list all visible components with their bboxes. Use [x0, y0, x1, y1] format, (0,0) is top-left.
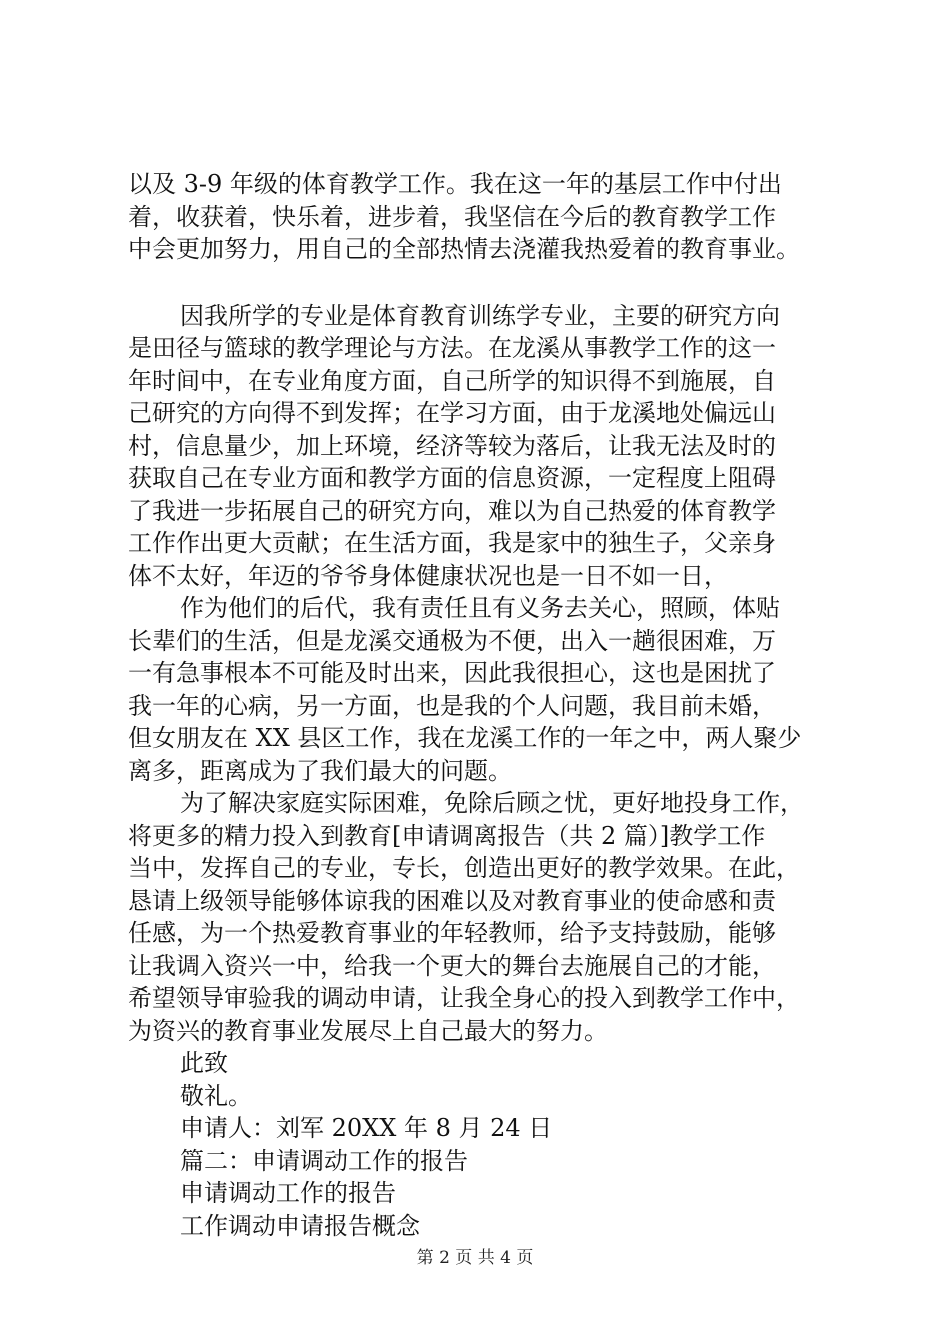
text-line: 了我进一步拓展自己的研究方向，难以为自己热爱的体育教学	[128, 496, 776, 525]
text-line: 恳请上级领导能够体谅我的困难以及对教育事业的使命感和责	[128, 886, 776, 915]
text-line: 但女朋友在 XX 县区工作，我在龙溪工作的一年之中，两人聚少	[128, 724, 802, 752]
text-line: 一有急事根本不可能及时出来，因此我很担心，这也是困扰了	[128, 659, 776, 687]
paragraph-gap	[128, 266, 828, 300]
salutation-line: 此致	[180, 1049, 228, 1077]
text-line: 为资兴的教育事业发展尽上自己最大的努力。	[128, 1016, 608, 1045]
text-line: 以及 3-9 年级的体育教学工作。我在这一年的基层工作中付出	[128, 170, 782, 198]
signature-line: 申请人：刘军 20XX 年 8 月 24 日	[180, 1114, 553, 1142]
text-line: 让我调入资兴一中，给我一个更大的舞台去施展自己的才能，	[128, 951, 776, 980]
text-line: 希望领导审验我的调动申请，让我全身心的投入到教学工作中，	[128, 984, 800, 1012]
text-line: 是田径与篮球的教学理论与方法。在龙溪从事教学工作的这一	[128, 334, 776, 362]
text-line: 因我所学的专业是体育教育训练学专业，主要的研究方向	[180, 301, 780, 330]
paragraph-1	[128, 168, 828, 266]
text-line: 村，信息量少，加上环境，经济等较为落后，让我无法及时的	[128, 431, 776, 460]
closing-section	[128, 1047, 828, 1242]
text-line: 我一年的心病，另一方面，也是我的个人问题，我目前未婚，	[128, 691, 776, 720]
text-line: 获取自己在专业方面和教学方面的信息资源，一定程度上阻碍	[128, 464, 776, 492]
text-line: 任感，为一个热爱教育事业的年轻教师，给予支持鼓励，能够	[128, 919, 776, 947]
document-body	[128, 168, 828, 1242]
text-line: 工作作出更大贡献；在生活方面，我是家中的独生子，父亲身	[128, 529, 776, 557]
paragraph-4	[128, 787, 828, 1047]
text-line: 己研究的方向得不到发挥；在学习方面，由于龙溪地处偏远山	[128, 399, 776, 427]
section-subtitle: 工作调动申请报告概念	[180, 1211, 420, 1240]
paragraph-2	[128, 300, 828, 593]
salutation-line: 敬礼。	[180, 1081, 252, 1110]
text-line: 着，收获着，快乐着，进步着，我坚信在今后的教育教学工作	[128, 202, 776, 231]
text-line: 年时间中，在专业角度方面，自己所学的知识得不到施展，自	[128, 366, 776, 395]
section-heading: 篇二：申请调动工作的报告	[180, 1146, 468, 1175]
text-line: 中会更加努力，用自己的全部热情去浇灌我热爱着的教育事业。	[128, 235, 800, 263]
text-line: 离多，距离成为了我们最大的问题。	[128, 756, 512, 785]
page-number-footer: 第 2 页 共 4 页	[416, 1248, 534, 1268]
paragraph-3	[128, 592, 828, 787]
text-line: 将更多的精力投入到教育[申请调离报告（共 2 篇）]教学工作	[128, 821, 766, 850]
text-line: 体不太好，年迈的爷爷身体健康状况也是一日不如一日，	[128, 561, 728, 590]
text-line: 当中，发挥自己的专业，专长，创造出更好的教学效果。在此，	[128, 854, 800, 882]
text-line: 为了解决家庭实际困难，免除后顾之忧，更好地投身工作，	[180, 789, 804, 817]
section-title: 申请调动工作的报告	[180, 1179, 396, 1207]
text-line: 长辈们的生活，但是龙溪交通极为不便，出入一趟很困难，万	[128, 626, 776, 655]
text-line: 作为他们的后代，我有责任且有义务去关心，照顾，体贴	[180, 594, 780, 622]
